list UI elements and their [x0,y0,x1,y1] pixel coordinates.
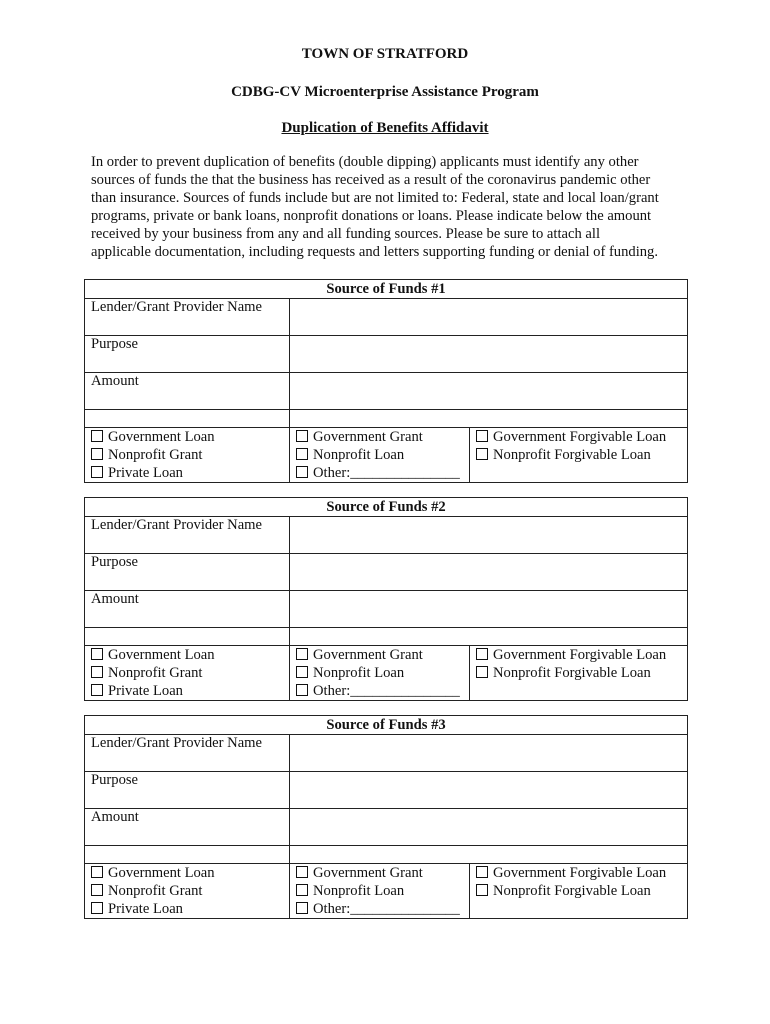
checkbox-private-loan[interactable] [91,902,103,914]
purpose-field[interactable] [290,772,688,809]
options-col-3 [470,864,688,919]
checkbox-nonprofit-loan[interactable] [296,448,308,460]
checkbox-government-grant[interactable] [296,430,308,442]
purpose-label: Purpose [85,772,290,809]
intro-line: than insurance. Sources of funds include but are not limited to: Federal, state and local loan/grant [91,190,659,206]
option-label: Private Loan [108,901,183,917]
option-label: Government Grant [313,865,423,881]
lender-field[interactable] [290,299,688,336]
source-title: Source of Funds #1 [85,280,688,299]
checkbox-government-grant[interactable] [296,866,308,878]
checkbox-government-grant[interactable] [296,648,308,660]
option-label: Government Forgivable Loan [493,647,667,663]
options-col-3 [470,646,688,701]
amount-field[interactable] [290,373,688,410]
option-label: Other:_______________ [313,683,460,699]
checkbox-private-loan[interactable] [91,466,103,478]
option-label: Government Forgivable Loan [493,865,667,881]
checkbox-nonprofit-forgivable-loan[interactable] [476,884,488,896]
checkbox-other[interactable] [296,466,308,478]
options-col-1 [85,428,290,483]
option-label: Nonprofit Forgivable Loan [493,447,651,463]
amount-label: Amount [85,809,290,846]
purpose-label: Purpose [85,554,290,591]
option-label: Nonprofit Forgivable Loan [493,883,651,899]
options-col-2 [290,864,470,919]
lender-field[interactable] [290,735,688,772]
option-label: Government Loan [108,429,215,445]
checkbox-government-loan[interactable] [91,430,103,442]
blank-cell [85,410,290,428]
checkbox-government-forgivable-loan[interactable] [476,866,488,878]
amount-label: Amount [85,373,290,410]
checkbox-government-forgivable-loan[interactable] [476,648,488,660]
intro-paragraph [91,153,691,261]
purpose-label: Purpose [85,336,290,373]
source-title: Source of Funds #2 [85,498,688,517]
intro-line: applicable documentation, including requests and letters supporting funding or denial of funding. [91,244,658,260]
option-label: Nonprofit Grant [108,665,203,681]
option-label: Government Loan [108,647,215,663]
option-label: Nonprofit Loan [313,447,405,463]
options-col-2 [290,646,470,701]
option-label: Nonprofit Grant [108,883,203,899]
source-of-funds-2-table [84,497,688,701]
checkbox-nonprofit-forgivable-loan[interactable] [476,448,488,460]
option-label: Private Loan [108,465,183,481]
checkbox-nonprofit-forgivable-loan[interactable] [476,666,488,678]
option-label: Nonprofit Loan [313,665,405,681]
option-label: Government Grant [313,429,423,445]
options-col-1 [85,864,290,919]
checkbox-government-forgivable-loan[interactable] [476,430,488,442]
lender-field[interactable] [290,517,688,554]
town-title: TOWN OF STRATFORD [301,46,469,62]
option-label: Other:_______________ [313,465,460,481]
option-label: Private Loan [108,683,183,699]
option-label: Government Grant [313,647,423,663]
purpose-field[interactable] [290,554,688,591]
option-label: Nonprofit Forgivable Loan [493,665,651,681]
checkbox-nonprofit-loan[interactable] [296,666,308,678]
source-of-funds-1-table [84,279,688,483]
option-label: Nonprofit Grant [108,447,203,463]
amount-field[interactable] [290,591,688,628]
purpose-field[interactable] [290,336,688,373]
lender-label: Lender/Grant Provider Name [85,735,290,772]
lender-label: Lender/Grant Provider Name [85,517,290,554]
intro-line: In order to prevent duplication of benefits (double dipping) applicants must identify any other [91,154,639,170]
option-label: Government Loan [108,865,215,881]
blank-cell [290,410,688,428]
intro-line: sources of funds the that the business has received as a result of the coronavirus pandemic other [91,172,651,188]
blank-cell [85,628,290,646]
options-col-1 [85,646,290,701]
checkbox-government-loan[interactable] [91,648,103,660]
checkbox-nonprofit-loan[interactable] [296,884,308,896]
checkbox-other[interactable] [296,684,308,696]
options-col-3 [470,428,688,483]
amount-field[interactable] [290,809,688,846]
checkbox-nonprofit-grant[interactable] [91,884,103,896]
checkbox-government-loan[interactable] [91,866,103,878]
program-title: CDBG-CV Microenterprise Assistance Program [231,84,539,100]
lender-label: Lender/Grant Provider Name [85,299,290,336]
options-col-2 [290,428,470,483]
checkbox-nonprofit-grant[interactable] [91,666,103,678]
blank-cell [85,846,290,864]
checkbox-nonprofit-grant[interactable] [91,448,103,460]
checkbox-other[interactable] [296,902,308,914]
blank-cell [290,846,688,864]
option-label: Nonprofit Loan [313,883,405,899]
checkbox-private-loan[interactable] [91,684,103,696]
form-title: Duplication of Benefits Affidavit [281,120,489,136]
option-label: Government Forgivable Loan [493,429,667,445]
source-title: Source of Funds #3 [85,716,688,735]
blank-cell [290,628,688,646]
intro-line: programs, private or bank loans, nonprofit donations or loans. Please indicate below the amount [91,208,652,224]
amount-label: Amount [85,591,290,628]
intro-line: received by your business from any and all funding sources. Please be sure to attach all [91,226,601,242]
source-of-funds-3-table [84,715,688,919]
option-label: Other:_______________ [313,901,460,917]
